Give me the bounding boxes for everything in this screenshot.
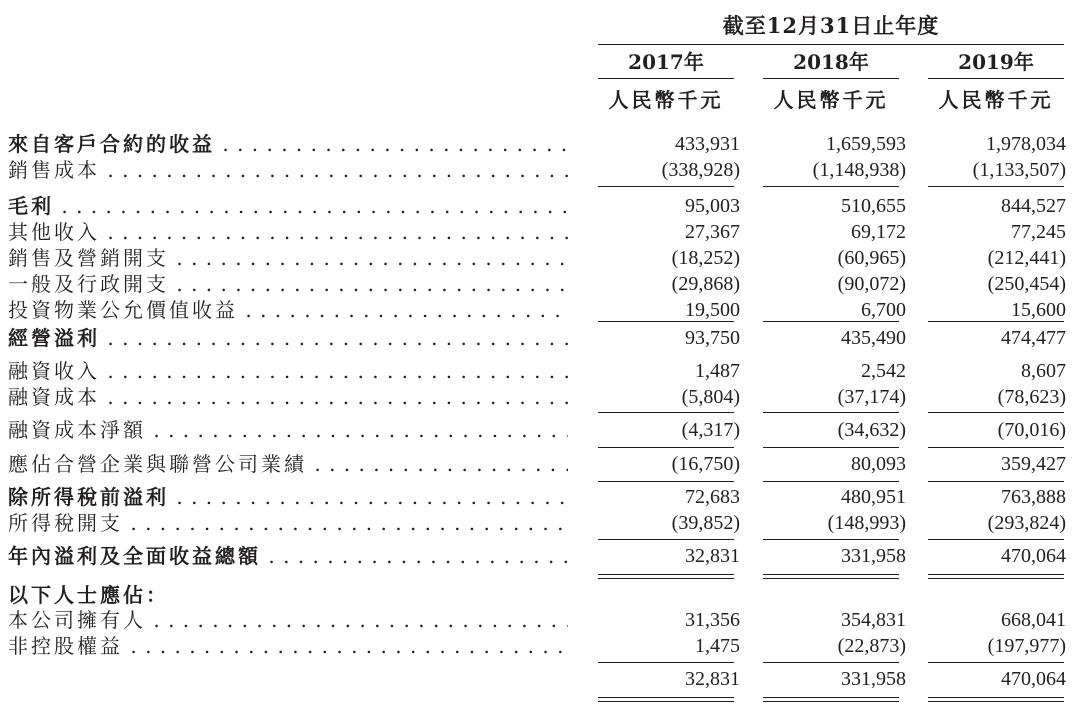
total-double-rule [763, 697, 899, 698]
table-row [0, 325, 1080, 351]
value-2019: 668,041 [1001, 609, 1066, 631]
subtotal-rule [598, 412, 734, 413]
value-2017: 433,931 [675, 133, 740, 155]
value-2017: 32,831 [685, 545, 740, 567]
table-row [0, 271, 1080, 297]
row-label: 投資物業公允價值收益 . . . [8, 297, 568, 323]
subtotal-rule [763, 447, 899, 448]
table-row [0, 358, 1080, 384]
table-row [0, 510, 1080, 536]
value-2018: (90,072) [837, 273, 906, 295]
currency-header-2019: 人民幣千元 [938, 88, 1054, 112]
value-2017: (5,804) [681, 386, 740, 408]
total-double-rule [598, 701, 734, 702]
table-row [0, 633, 1080, 659]
value-2018: (60,965) [837, 247, 906, 269]
row-label: 其他收入 . . . [8, 219, 568, 245]
total-double-rule [928, 697, 1064, 698]
subtotal-rule [928, 412, 1064, 413]
value-2018: (148,993) [827, 512, 906, 534]
value-2018: 331,958 [841, 545, 906, 567]
subtotal-rule [763, 481, 899, 482]
table-row [0, 484, 1080, 510]
row-label: 一般及行政開支 . . . [8, 271, 568, 297]
row-label: 銷售成本 . . . [8, 157, 568, 183]
subtotal-rule [763, 662, 899, 663]
table-row [0, 417, 1080, 443]
value-2017: 93,750 [685, 327, 740, 349]
value-2017: (16,750) [671, 453, 740, 475]
value-2019: 474,477 [1001, 327, 1066, 349]
row-label: 經營溢利 . . . [8, 325, 568, 351]
row-label: 年內溢利及全面收益總額 . . . [8, 543, 568, 569]
table-row [0, 543, 1080, 569]
year-underline-2019 [928, 78, 1064, 79]
value-2017: (39,852) [671, 512, 740, 534]
row-label: 毛利 . . . [8, 193, 568, 219]
subtotal-rule [928, 662, 1064, 663]
row-label: 應佔合營企業與聯營公司業績 . . . [8, 451, 568, 477]
row-label: 融資成本淨額 . . . [8, 417, 568, 443]
table-row [0, 157, 1080, 183]
subtotal-rule [598, 539, 734, 540]
subtotal-rule [928, 481, 1064, 482]
value-2017: (338,928) [661, 159, 740, 181]
table-row [0, 193, 1080, 219]
value-2018: 480,951 [841, 486, 906, 508]
table-row [0, 219, 1080, 245]
value-2019: (197,977) [987, 635, 1066, 657]
row-label: 除所得稅前溢利 . . . [8, 484, 568, 510]
row-label: 融資收入 . . . [8, 358, 568, 384]
value-2019: 1,978,034 [986, 133, 1066, 155]
period-heading: 截至12月31日止年度 [722, 13, 940, 38]
table-row [0, 451, 1080, 477]
total-double-rule [763, 574, 899, 575]
total-double-rule [598, 578, 734, 579]
total-double-rule [928, 701, 1064, 702]
row-label: 融資成本 . . . [8, 384, 568, 410]
currency-header-2017: 人民幣千元 [608, 88, 724, 112]
value-2018: (37,174) [837, 386, 906, 408]
value-2019: (293,824) [987, 512, 1066, 534]
value-2018: 6,700 [861, 299, 906, 321]
subtotal-rule [928, 539, 1064, 540]
value-2018: 435,490 [841, 327, 906, 349]
value-2018: 1,659,593 [826, 133, 906, 155]
value-2017: (18,252) [671, 247, 740, 269]
value-2019: 359,427 [1001, 453, 1066, 475]
subtotal-rule [928, 447, 1064, 448]
value-2018: 354,831 [841, 609, 906, 631]
total-row [0, 666, 1080, 692]
row-label: 銷售及營銷開支 . . . [8, 245, 568, 271]
subtotal-rule [763, 186, 899, 187]
year-header-2017: 2017年 [628, 50, 704, 74]
value-2019: 470,064 [1001, 668, 1066, 690]
value-2019: 763,888 [1001, 486, 1066, 508]
value-2017: 72,683 [685, 486, 740, 508]
value-2019: (212,441) [987, 247, 1066, 269]
subtotal-rule [763, 539, 899, 540]
currency-header-2018: 人民幣千元 [773, 88, 889, 112]
value-2018: 2,542 [861, 360, 906, 382]
subtotal-rule [763, 321, 899, 322]
value-2017: 19,500 [685, 299, 740, 321]
total-double-rule [763, 701, 899, 702]
value-2017: 1,487 [695, 360, 740, 382]
subtotal-rule [598, 447, 734, 448]
subtotal-rule [763, 412, 899, 413]
year-header-2019: 2019年 [958, 50, 1034, 74]
subtotal-rule [598, 186, 734, 187]
year-header-2018: 2018年 [793, 50, 869, 74]
subtotal-rule [928, 321, 1064, 322]
value-2018: (22,873) [837, 635, 906, 657]
value-2019: (1,133,507) [972, 159, 1066, 181]
value-2018: 510,655 [841, 195, 906, 217]
table-row [0, 297, 1080, 323]
year-underline-2017 [598, 78, 734, 79]
value-2019: 844,527 [1001, 195, 1066, 217]
subtotal-rule [598, 321, 734, 322]
value-2019: (78,623) [997, 386, 1066, 408]
row-label: 本公司擁有人 . . . [8, 607, 568, 633]
table-row [0, 131, 1080, 157]
value-2017: (29,868) [671, 273, 740, 295]
value-2019: 470,064 [1001, 545, 1066, 567]
value-2017: 95,003 [685, 195, 740, 217]
value-2019: (70,016) [997, 419, 1066, 441]
row-label: 非控股權益 . . . [8, 633, 568, 659]
value-2017: 31,356 [685, 609, 740, 631]
period-underline [598, 44, 1064, 45]
total-double-rule [598, 574, 734, 575]
value-2018: 69,172 [851, 221, 906, 243]
total-double-rule [928, 574, 1064, 575]
total-double-rule [928, 578, 1064, 579]
value-2019: 15,600 [1011, 299, 1066, 321]
value-2019: 77,245 [1011, 221, 1066, 243]
row-label: 所得稅開支 . . . [8, 510, 568, 536]
year-underline-2018 [763, 78, 899, 79]
value-2019: 8,607 [1021, 360, 1066, 382]
section-heading-row [0, 582, 1080, 608]
value-2017: 27,367 [685, 221, 740, 243]
subtotal-rule [598, 662, 734, 663]
value-2018: (34,632) [837, 419, 906, 441]
table-row [0, 607, 1080, 633]
total-double-rule [763, 578, 899, 579]
subtotal-rule [598, 481, 734, 482]
value-2018: (1,148,938) [812, 159, 906, 181]
value-2017: 32,831 [685, 668, 740, 690]
subtotal-rule [928, 186, 1064, 187]
table-row [0, 384, 1080, 410]
value-2018: 80,093 [851, 453, 906, 475]
value-2018: 331,958 [841, 668, 906, 690]
value-2017: 1,475 [695, 635, 740, 657]
table-row [0, 245, 1080, 271]
row-label: 來自客戶合約的收益 . . . [8, 131, 568, 157]
value-2019: (250,454) [987, 273, 1066, 295]
total-double-rule [598, 697, 734, 698]
value-2017: (4,317) [681, 419, 740, 441]
section-heading: 以下人士應佔： [8, 583, 169, 607]
